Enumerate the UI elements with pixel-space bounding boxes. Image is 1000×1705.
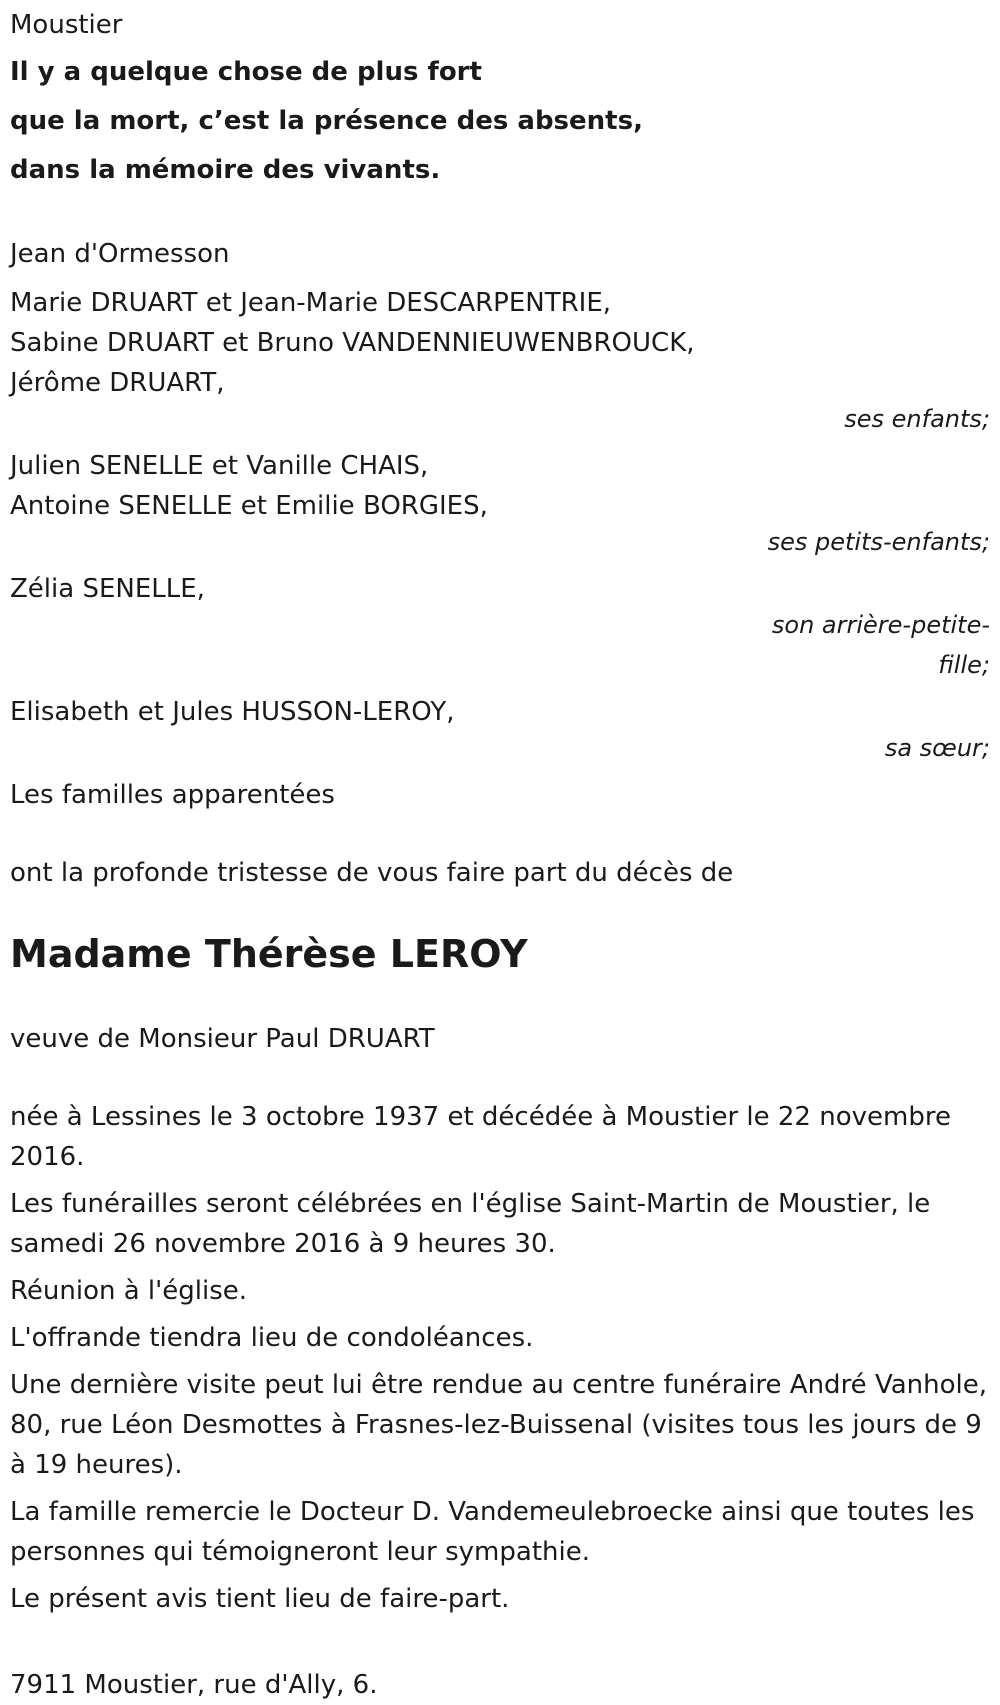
family-great-grandchild [10, 569, 990, 685]
child-name: Marie DRUART et Jean-Marie DESCARPENTRIE, [10, 288, 612, 318]
meeting-details: Réunion à l'église. [10, 1276, 248, 1306]
visit-details: Une dernière visite peut lui être rendue au centre funéraire André Vanhole, 80, rue Léon Desmottes à Frasnes-lez-Buissenal (visites tous les jours de 9 à 19 heures). [10, 1370, 987, 1480]
child-name: Sabine DRUART et Bruno VANDENNIEUWENBROUCK, [10, 328, 695, 358]
children-role: ses enfants; [844, 405, 990, 433]
offering-details: L'offrande tiendra lieu de condoléances. [10, 1323, 534, 1353]
announcement: ont la profonde tristesse de vous faire part du décès de [10, 858, 734, 888]
thanks-details: La famille remercie le Docteur D. Vandemeulebroecke ainsi que toutes les personnes qui témoigneront leur sympathie. [10, 1497, 975, 1567]
quote-line-1: Il y a quelque chose de plus fort [10, 57, 482, 87]
deceased-name: Madame Thérèse LEROY [10, 932, 528, 976]
related-families: Les familles apparentées [10, 780, 335, 810]
child-name: Jérôme DRUART, [10, 368, 225, 398]
funeral-details: Les funérailles seront célébrées en l'église Saint-Martin de Moustier, le samedi 26 novembre 2016 à 9 heures 30. [10, 1189, 931, 1259]
grandchild-name: Antoine SENELLE et Emilie BORGIES, [10, 491, 488, 521]
obituary-notice [10, 5, 990, 1705]
family-children [10, 283, 990, 439]
grandchildren-role: ses petits-enfants; [767, 528, 990, 556]
grandchild-name: Julien SENELLE et Vanille CHAIS, [10, 451, 429, 481]
location: Moustier [10, 10, 123, 40]
quote-author: Jean d'Ormesson [10, 239, 230, 269]
quote-line-3: dans la mémoire des vivants. [10, 155, 441, 185]
family-address: 7911 Moustier, rue d'Ally, 6. [10, 1670, 378, 1700]
notice-details: Le présent avis tient lieu de faire-part. [10, 1584, 510, 1614]
great-grandchild-name: Zélia SENELLE, [10, 574, 205, 604]
sister-role: sa sœur; [884, 734, 990, 762]
quote-line-2: que la mort, c’est la présence des absents, [10, 106, 643, 136]
great-grandchild-role: son arrière-petite-fille; [771, 611, 990, 679]
sister-name: Elisabeth et Jules HUSSON-LEROY, [10, 697, 455, 727]
spouse-line: veuve de Monsieur Paul DRUART [10, 1024, 435, 1054]
birth-death-details: née à Lessines le 3 octobre 1937 et décédée à Moustier le 22 novembre 2016. [10, 1102, 951, 1172]
family-grandchildren [10, 446, 990, 562]
quote [10, 52, 990, 190]
family-sister [10, 692, 990, 768]
